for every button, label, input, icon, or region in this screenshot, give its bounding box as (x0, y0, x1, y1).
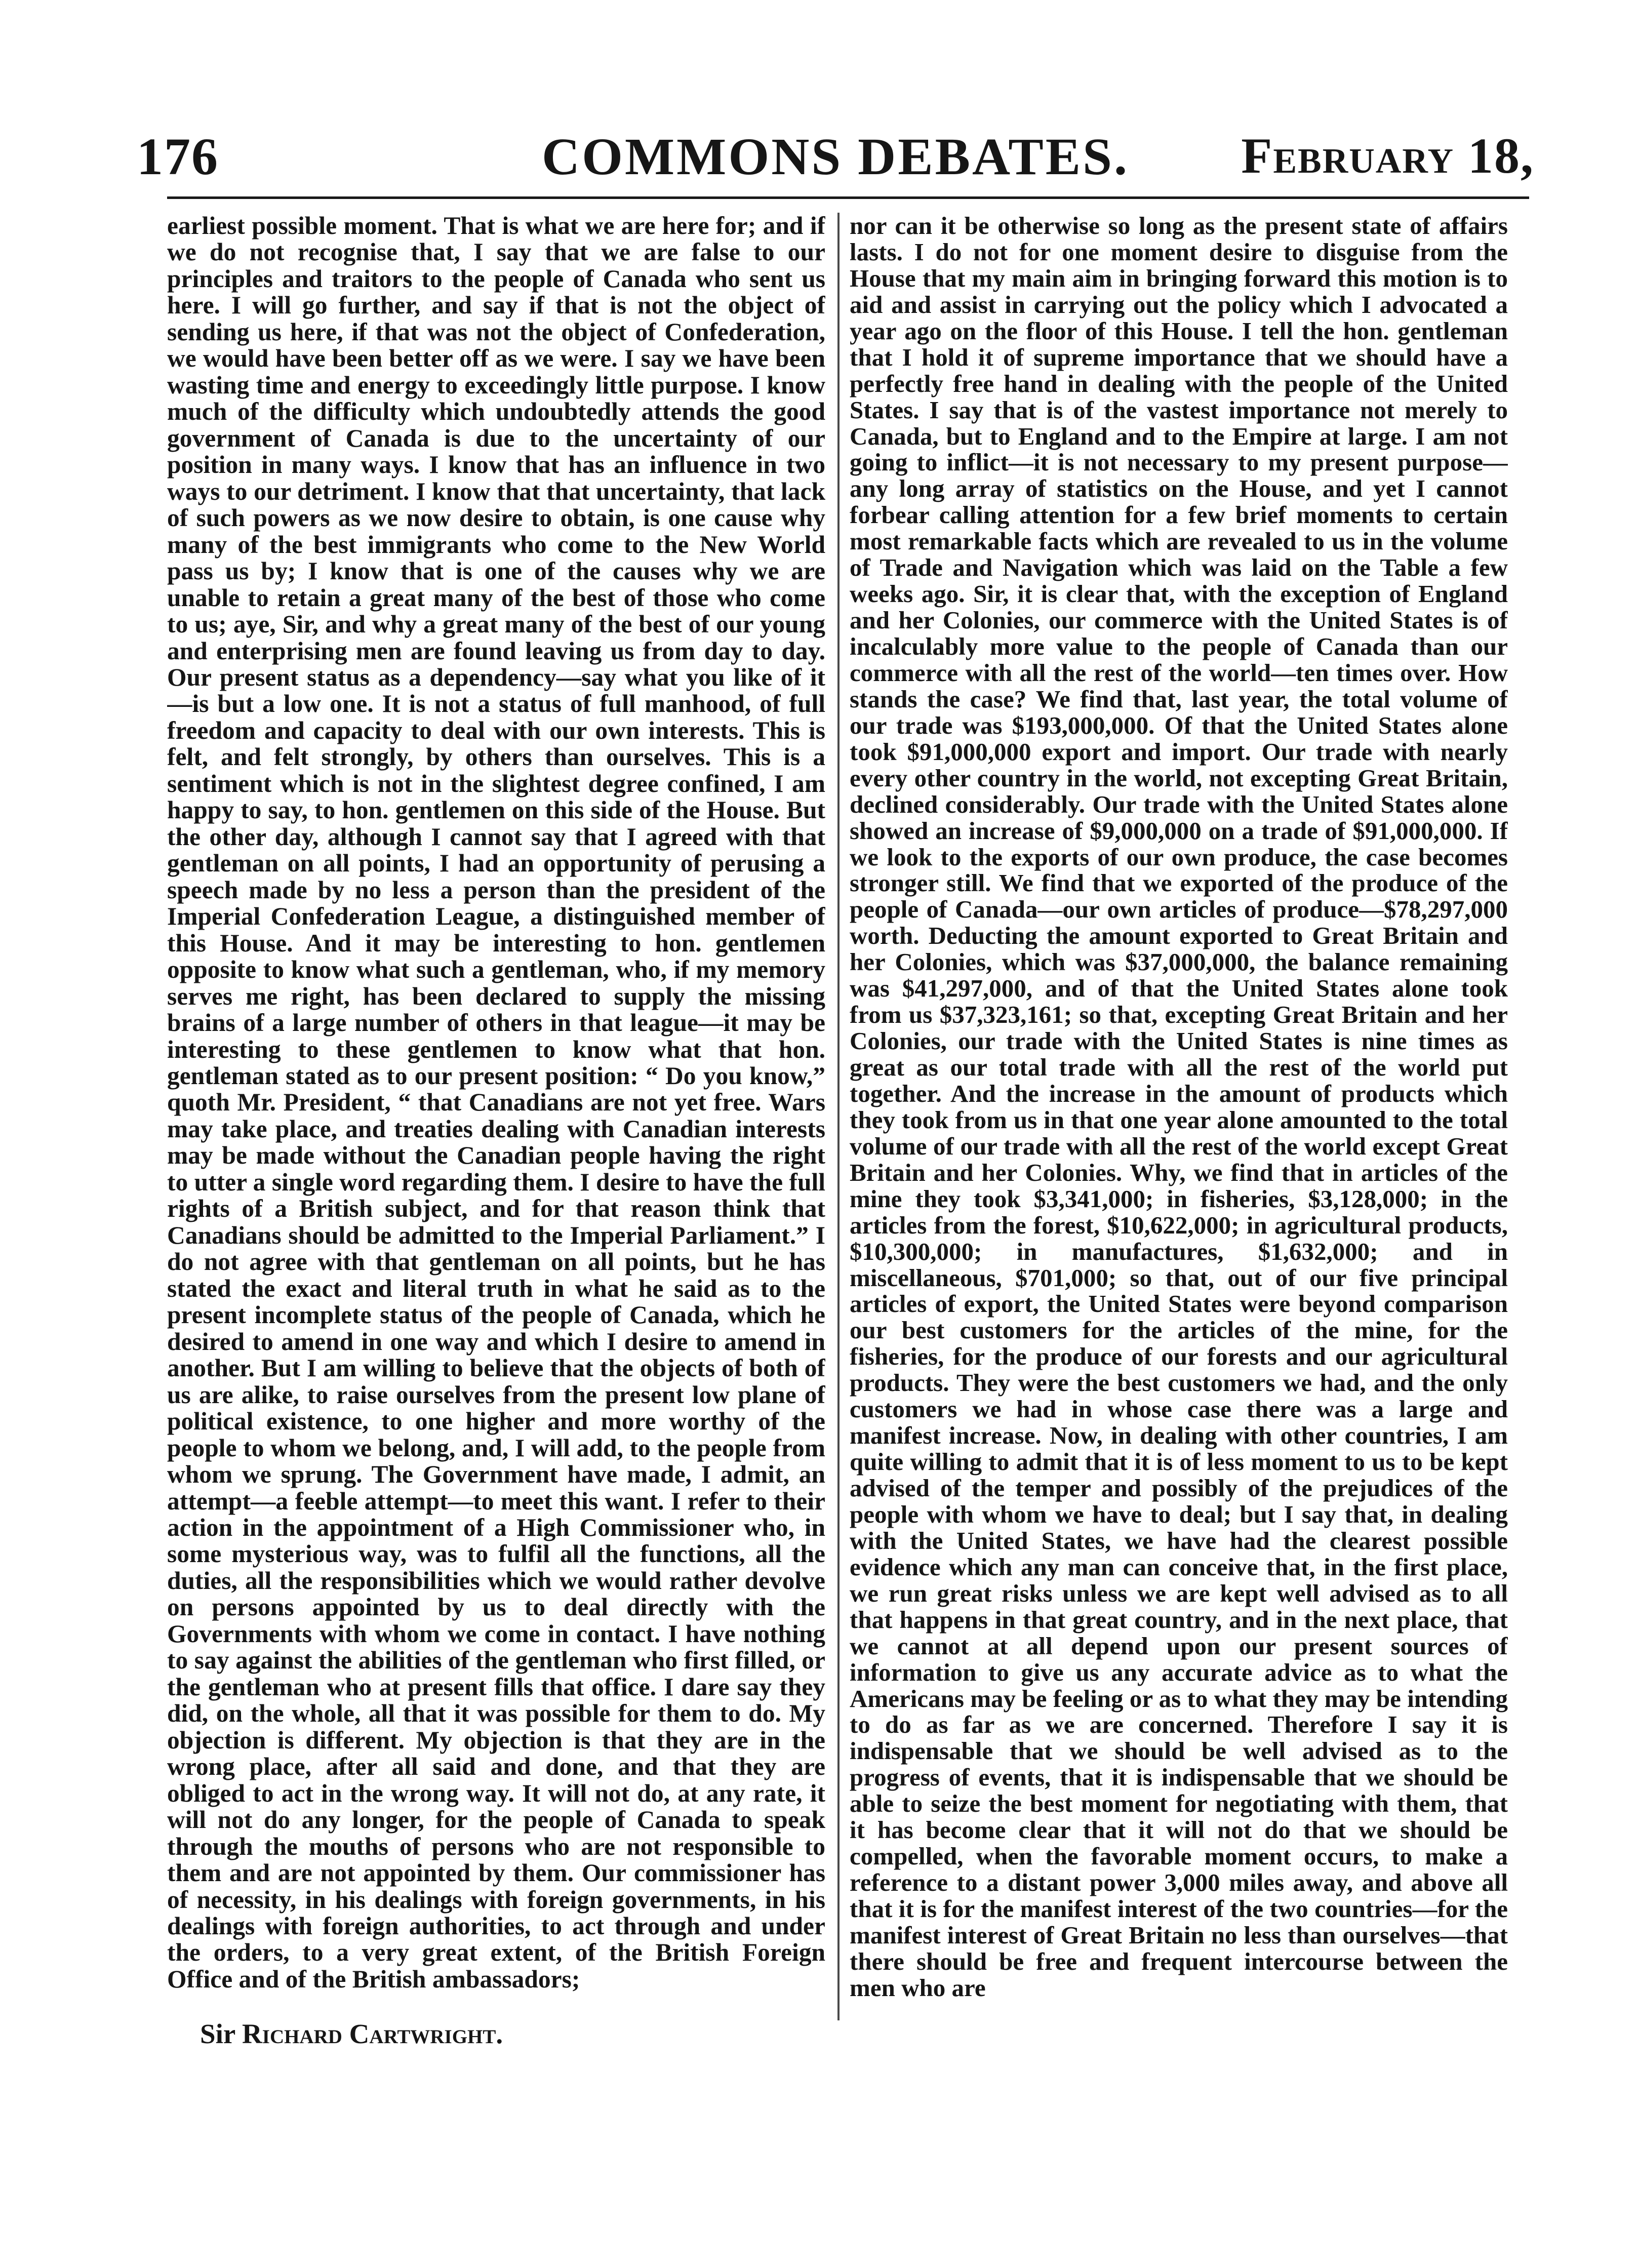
column-divider (837, 213, 840, 2020)
header-date: February 18, (1241, 128, 1534, 184)
running-title: COMMONS DEBATES. (542, 128, 1129, 186)
right-column-text: nor can it be otherwise so long as the present state of affairs lasts. I do not for one moment desire to disguise from the House that my main aim in bringing forward this motion is to aid and assist in carrying out the policy which I advocated a year ago on the floor of this House. I tell the hon. gentleman that I hold it of supreme importance that we should have a perfectly free hand in dealing with the people of the United States. I say that is of the vastest importance not merely to Canada, but to England and to the Empire at large. I am not going to inflict—it is not necessary to my present purpose—any long array of statistics on the House, and yet I cannot forbear calling attention for a few brief moments to certain most remarkable facts which are revealed to us in the volume of Trade and Navigation which was laid on the Table a few weeks ago. Sir, it is clear that, with the exception of England and her Colonies, our commerce with the United States is of incalculably more value to the people of Canada than our commerce with all the rest of the world—ten times over. How stands the case? We find that, last year, the total volume of our trade was $193,000,000. Of that the United States alone took $91,000,000 export and import. Our trade with nearly every other country in the world, not excepting Great Britain, declined considerably. Our trade with the United States alone showed an increase of $9,000,000 on a trade of $91,000,000. If we look to the exports of our own produce, the case becomes stronger still. We find that we exported of the produce of the people of Canada—our own articles of produce—$78,297,000 worth. Deducting the amount exported to Great Britain and her Colonies, which was $37,000,000, the balance remaining was $41,297,000, and of that the United States alone took from us $37,323,161; so that, excepting Great Britain and her Colonies, our trade with the United States is nine times as great as our total trade with all the rest of the world put together. And the increase in the amount of products which they took from us in that one year alone amounted to the total volume of our trade with all the rest of the world except Great Britain and her Colonies. Why, we find that in articles of the mine they took $3,341,000; in fisheries, $3,128,000; in the articles from the forest, $10,622,000; in agricultural products, $10,300,000; in manufactures, $1,632,000; and in miscellaneous, $701,000; so that, out of our five principal articles of export, the United States were beyond comparison our best customers for the articles of the mine, for the fisheries, for the produce of our forests and our agricultural products. They were the best customers we had, and the only customers we had in whose case there was a large and manifest increase. Now, in dealing with other countries, I am quite willing to admit that it is of less moment to us to be kept advised of the temper and possibly of the prejudices of the people with whom we have to deal; but I say that, in dealing with the United States, we have had the clearest possible evidence which any man can conceive that, in the first place, we run great risks unless we are kept well advised as to all that happens in that great country, and in the next place, that we cannot at all depend upon our present sources of information to give us any accurate advice as to what the Americans may be feeling or as to what they may be intending to do as far as we are concerned. Therefore I say it is indispensable that we should be well advised as to the progress of events, that it is indispensable that we should be able to seize the best moment for negotiating with them, that it has become clear that it will not do that we should be compelled, when the favorable moment occurs, to make a reference to a distant power 3,000 miles away, and above all that it is for the manifest interest of the two countries—for the manifest interest of Great Britain no less than ourselves—that there should be free and frequent intercourse between the men who are (850, 213, 1508, 2002)
speaker-prefix: Sir (200, 2018, 235, 2049)
speaker-name: Richard Cartwright. (242, 2018, 503, 2049)
right-column (850, 213, 1508, 2015)
left-column (167, 213, 825, 2015)
page-number: 176 (137, 128, 219, 186)
header-rule (167, 196, 1529, 199)
page-header (137, 127, 1534, 192)
left-column-text: earliest possible moment. That is what we are here for; and if we do not recognise that, I say that we are false to our principles and traitors to the people of Canada who sent us here. I will go further, and say if that is not the object of sending us here, if that was not the object of Confederation, we would have been better off as we were. I say we have been wasting time and energy to exceedingly little purpose. I know much of the difficulty which undoubtedly attends the good government of Canada is due to the uncertainty of our position in many ways. I know that has an influence in two ways to our detriment. I know that that uncertainty, that lack of such powers as we now desire to obtain, is one cause why many of the best immigrants who come to the New World pass us by; I know that is one of the causes why we are unable to retain a great many of the best of those who come to us; aye, Sir, and why a great many of the best of our young and enterprising men are found leaving us from day to day. Our present status as a dependency—say what you like of it—is but a low one. It is not a status of full manhood, of full freedom and capacity to deal with our own interests. This is felt, and felt strongly, by others than ourselves. This is a sentiment which is not in the slightest degree confined, I am happy to say, to hon. gentlemen on this side of the House. But the other day, although I cannot say that I agreed with that gentleman on all points, I had an opportunity of perusing a speech made by no less a person than the president of the Imperial Confederation League, a distinguished member of this House. And it may be interesting to hon. gentlemen opposite to know what such a gentleman, who, if my memory serves me right, has been declared to supply the missing brains of a large number of others in that league—it may be interesting to these gentlemen to know what that hon. gentleman stated as to our present position: “ Do you know,” quoth Mr. President, “ that Canadians are not yet free. Wars may take place, and treaties dealing with Canadian interests may be made without the Canadian people having the right to utter a single word regarding them. I desire to have the full rights of a British subject, and for that reason think that Canadians should be admitted to the Imperial Parliament.” I do not agree with that gentleman on all points, but he has stated the exact and literal truth in what he said as to the present incomplete status of the people of Canada, which he desired to amend in one way and which I desire to amend in another. But I am willing to believe that the objects of both of us are alike, to raise ourselves from the present low plane of political existence, to one higher and more worthy of the people to whom we belong, and, I will add, to the people from whom we sprung. The Government have made, I admit, an attempt—a feeble attempt—to meet this want. I refer to their action in the appointment of a High Commissioner who, in some mysterious way, was to fulfil all the functions, all the duties, all the responsibilities which we would rather devolve on persons appointed by us to deal directly with the Governments with whom we come in contact. I have nothing to say against the abilities of the gentleman who first filled, or the gentleman who at present fills that office. I dare say they did, on the whole, all that it was possible for them to do. My objection is different. My objection is that they are in the wrong place, after all said and done, and that they are obliged to act in the wrong way. It will not do, at any rate, it will not do any longer, for the people of Canada to speak through the mouths of persons who are not responsible to them and are not appointed by them. Our commissioner has of necessity, in his dealings with foreign governments, in his dealings with foreign authorities, to act through and under the orders, to a very great extent, of the British Foreign Office and of the British ambassadors; (167, 213, 825, 1993)
speaker-attribution (200, 2018, 503, 2050)
